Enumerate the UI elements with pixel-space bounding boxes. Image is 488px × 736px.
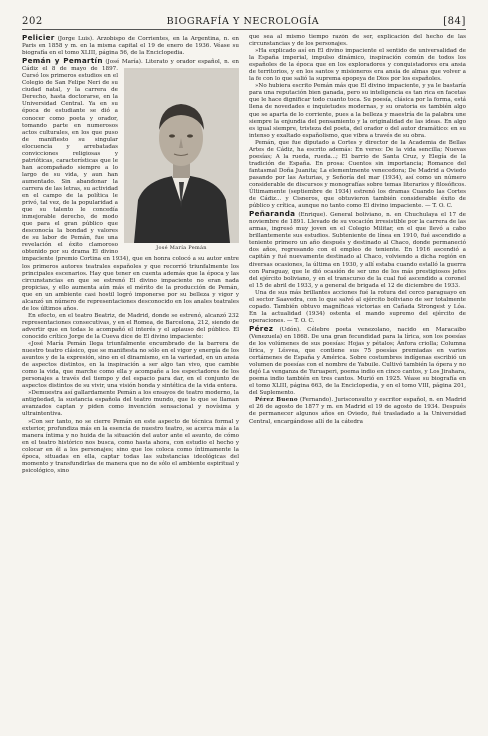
paragraph: que sea al mismo tiempo razón de ser, explicación del hecho de las circunstancias y de los personajes. [249,34,466,48]
entry-name: (Fernando). [299,397,334,404]
entry-text: Arzobispo de Corrientes, en la Argentina, n. en Paris en 1858 y m. en la misma capital el 19 de enero de 1936. Véase su biografía en el tomo XLIII, página 56, de la Enciclopedia. [22,36,239,57]
entry-name: (Enrique). [298,212,328,219]
entry-headword: Pérez Bueno [255,397,298,404]
entry-perez [249,325,466,397]
entry-penaranda [249,210,466,290]
page-header [22,16,466,30]
entry-perez-bueno [249,397,466,425]
paragraph: »No hubiera escrito Pemán más que El divino impaciente, y ya le bastaría para una reputación bien ganada, pero su inteligencia es tan rica en facetas que le hace dignificar todo cuanto toca. Su poesía, clásica por la forma, está llena de novedades e inquietudes modernas, y su oratoria es también algo que se aparta de lo corriente, pues a la belleza y maestría de la palabra une siempre la enjundia del pensamiento y la originalidad de las ideas. En algo es igual siempre, tristeza del poeta, del orador o del autor dramático: en su intenso y exaltado españolismo, que vibra a través de su obra. [249,83,466,139]
entry-headword: Peñaranda [249,209,296,219]
paragraph: »Con ser tanto, no se cierre Pemán en este aspecto de técnica formal y exterior, profundiza más en la esencia de nuestro teatro, se acerca más a la manera íntima y no huida de la situación del autor ante el asunto, de cómo en el teatro histórico nos busca, como hasta ahora, con estudio el hecho y colocar en él a los personajes; sino que los coloca como íntimamente la época, situadas en ella, captar todas las substancias ideológicas del momento y transfundirlas de manera que no de sólo el ambiente espiritual y psicológico, sino [22,418,239,474]
portrait-photo [124,68,239,243]
paragraph: »Ha explicado así en El divino impaciente el sentido de universalidad de la España imperial, impulso dinámico, inspiración común de todos los españoles de la época que en los exploradores y conquistadores era ansia de territorios, y en los santos y misioneros era ansia de almas que volver a la fe con lo que salió la suprema epopeya de Dios por los españoles. [249,48,466,83]
entry-name: (José María). [105,59,143,66]
portrait-caption: José María Pemán [156,245,207,252]
right-column [249,34,466,730]
entry-peman [22,57,239,313]
entry-name: (Udón). [279,326,301,333]
entry-text: Célebre poeta venezolano, nacido en Maracaibo (Venezuela) en 1868. De una gran fecundidad para la lírica, son los poesías de los volúmenes de sus poesías: Hojas y pétalos; Ánfora criolla; Columna lírica, y Lésvea, que contiene sus 75 poesías premiadas en varios certámenes de España y América. Sobre costumbres indígenas escribió un volumen de poesías con el nombre de Yabuile. Cultivó también la ópera y no dejó La venganza de Yuruaperi, poema indio en cinco cantos, y Los Jirahara, poema indio también en tres cantos. Murió en 1925. Véase su biografía en el tomo XLIII, página 663, de la Enciclopedia, y en el tomo VIII, página 201, del Suplemento. [249,326,466,397]
entry-headword: Pemán y Pemartín [22,56,103,66]
entry-headword: Pérez [249,323,274,333]
entry-text: Jurisconsulto y escritor español, n. en Madrid el 26 de agosto de 1877 y m. en Madrid el 19 de agosto de 1934. Después de permanecer algunos años en Oviedo, fué trasladado a la Universidad Central, encargándose allí de la cátedra [249,397,466,425]
entry-pelicier [22,34,239,57]
portrait-image [124,68,239,243]
entry-headword: Pelicier [22,34,55,42]
paragraph: Pemán, que fue diputado a Cortes y director de la Academia de Bellas Artes de Cádiz, ha escrito además: En verso: De la vida sencilla; Nuevas poesías; A la rueda, rueda...; El barrio de Santa Cruz, y Elegía de la tradición de España. En prosa: Cuentos sin importancia; Romance del fantasmal Doña Juanita; La elementmente venecedora; De Madrid a Oviedo pasando por las Asturias, y Señoría del mar (1934), así como un número considerable de discursos y monografías sobre temas literarios y filosóficos. Últimamente (septiembre de 1934) estrenó los dramas Cuando las Cortes de Cádiz... y Cisneros, que obtuvieron también considerable éxito de público y crítica, aunque no tanto como El divino impaciente. — T. O. C. [249,139,466,210]
running-title: BIOGRAFÍA Y NECROLOGÍA [166,16,320,27]
paragraph: En efecto, en el teatro Beatriz, de Madrid, donde se estrenó, alcanzó 232 representaciones consecutivas, y en el Romea, de Barcelona, 212, siendo de advertir que en todas le acompañó el interés y el aplauso del público. El conocido crítico Jorge de la Cueva dice de El divino impaciente: [22,312,239,340]
page-bracket: [84] [443,16,466,27]
entry-text: Literato y orador español, n. en Cádiz el 8 de mayo de 1897. Cursó los primeros estudios en el Colegio de San Felipe Neri de su ciudad natal, y la carrera de Derecho, hasta doctorarse, en la Universidad Central. Ya en su época de estudiante se dió a conocer como poeta y orador, tomando parte en numerosos actos culturales, en los que puso de manifiesto su singular elocuencia y arrebatadas convicciones religiosas y patrióticas, características que le han acompañado siempre a lo largo de su vida, y aun han aumentado. Sin abandonar la carrera de las letras, su actividad en el campo de la política le privó, tal vez, de la popularidad a que su talento le concedía inmejorable derecho, de modo que para el gran público que desconocía la bondad y valores de su labor de Pemán, fue una revelación el éxito clamoroso obtenido por su drama El divino impaciente (premio Cortina en 1934), que en honra colocó a su autor entre los primeros autores teatrales españoles y que recorrió triunfalmente los principales escenarios. Hay que tener en cuenta además que la época y las circunstancias en que se estrenó El divino impaciente no eran nada propicias, y ello aumenta aún más el mérito de la producción de Pemán, que en un ambiente casi hostil logró imponerse por su belleza y vigor y alcanzó un número de representaciones desconocido en los anales teatrales de los últimos años. [22,59,239,312]
left-column [22,34,239,730]
paragraph: Una de sus más brillantes acciones fué la rotura del cerco paraguayo en el sector Saavedra, con lo que salvó al ejército boliviano de ser totalmente copado. También obtuvo magníficas victorias en Cañada Strongest y Lóa. En la actualidad (1934) ostenta el mando supremo del ejército de operaciones. — T. O. C. [249,289,466,324]
entry-text: General boliviano, n. en Chuchulaya el 17 de noviembre de 1891. Llevado de su vocación irresistible por la carrera de las armas, ingresó muy joven en el Colegio Militar, en el que llevó a cabo brillantemente sus estudios. Subteniente de línea en 1910, fué ascendido a teniente primero un año después y destinado al Chaco, donde permaneció dos años, regresando con el empleo de teniente. En 1916 ascendió a capitán y fué nuevamente destinado al Chaco, volviendo a dicha región en diversas ocasiones, la última en 1930, y allí estaba cuando estalló la guerra con Paraguay, que le dió ocasión de ser uno de los más prestigiosos jefes del ejército boliviano, y en el transcurso de la cual fué ascendido a coronel el 15 de abril de 1933, y a general de brigada el 12 de diciembre de 1933. [249,212,466,289]
paragraph: »Demuestra así gallardamente Pemán a los ensayos de teatro moderno, la antigüedad, la sustancia española del teatro mundo, que lo que se llaman avanzados captan y piden como invención sensacional y novísima y ultraintentiva. [22,390,239,418]
portrait-figure [124,68,239,252]
paragraph: «José María Pemán llega triunfalmente encumbrado de la barrera de nuestro teatro clásico, que se manifiesta no sólo en el vigor y energía de los asuntos y de la expresión, sino en el dinamismo, en la variedad, en un ansia de aspectos distintos, en la inspiración a ser algo tan vivo, que cambie como la vida, que marche como ella y acompañe a los espectadores de los personajes a través del tiempo y del espacio para dar, en el conjunto de aspectos distintos de su vivir, una visión honda y sintética de la vida entera. [22,341,239,390]
page-number: 202 [22,16,43,27]
columns [22,34,466,730]
entry-name: (Jorge Luis). [57,36,94,42]
